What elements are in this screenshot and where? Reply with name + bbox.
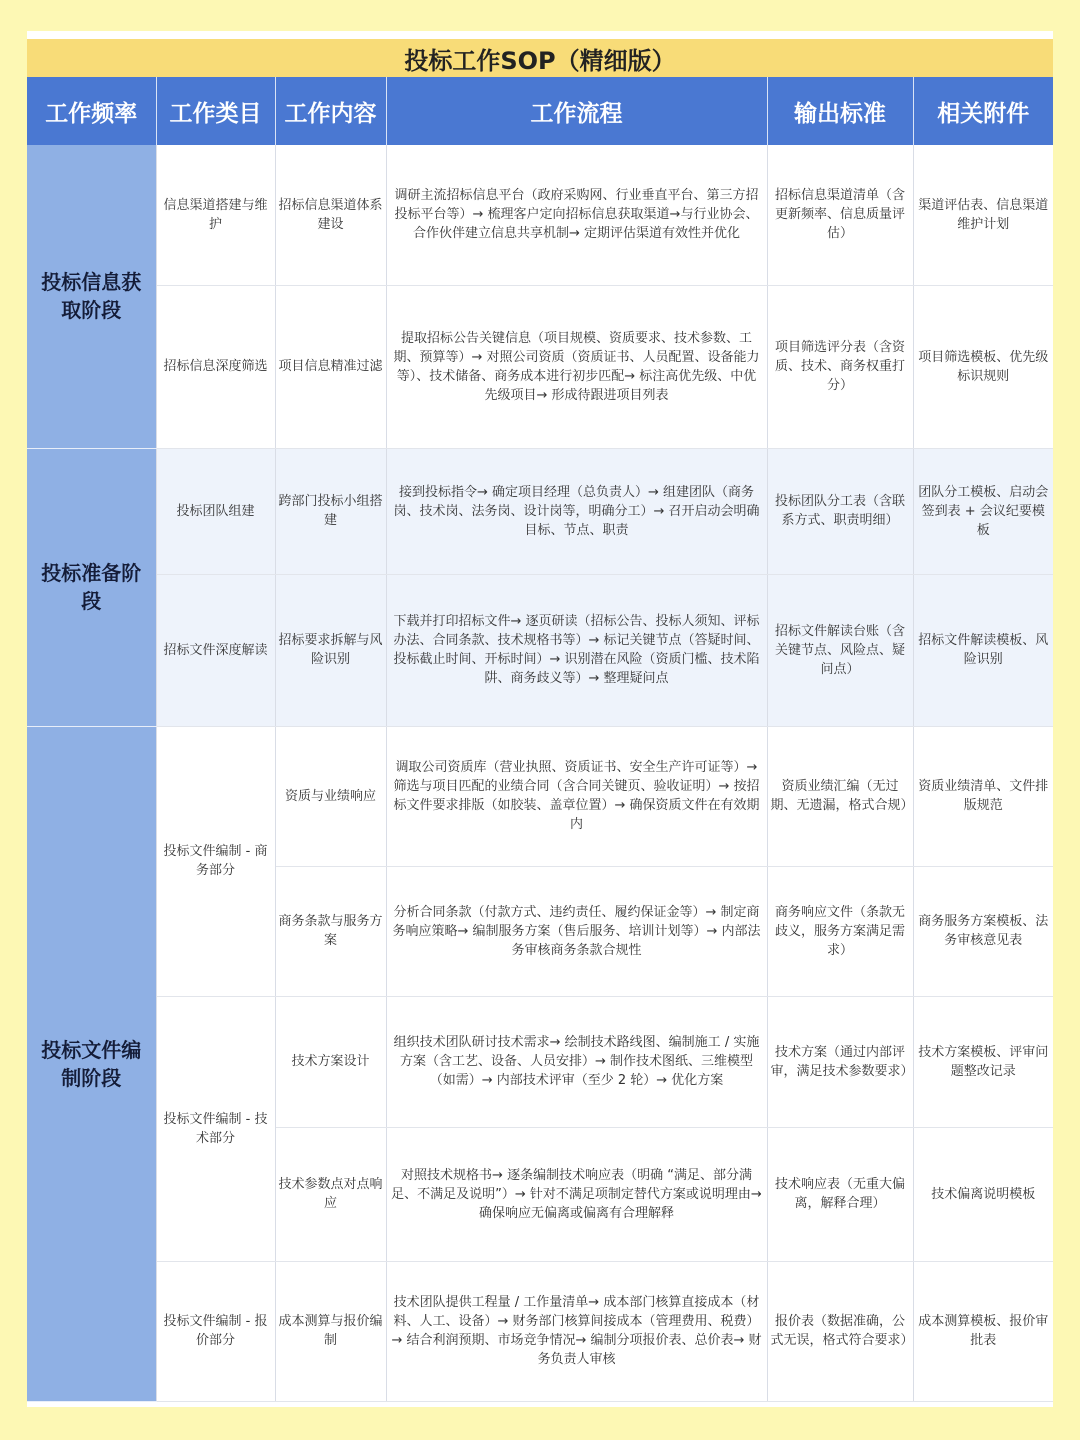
cell-attachment: 成本测算模板、报价审批表 xyxy=(913,1261,1053,1401)
table-row xyxy=(27,726,1053,866)
cell-output: 招标信息渠道清单（含更新频率、信息质量评估） xyxy=(767,145,913,285)
cell-content: 招标信息渠道体系建设 xyxy=(275,145,386,285)
cell-category: 投标文件编制 - 报价部分 xyxy=(156,1261,275,1401)
cell-attachment: 技术方案模板、评审问题整改记录 xyxy=(913,996,1053,1127)
cell-content: 技术参数点对点响应 xyxy=(275,1127,386,1261)
header-process: 工作流程 xyxy=(386,77,767,145)
cell-category: 招标信息深度筛选 xyxy=(156,285,275,448)
cell-process: 技术团队提供工程量 / 工作量清单→ 成本部门核算直接成本（材料、人工、设备）→ 财务部门核算间接成本（管理费用、税费）→ 结合利润预期、市场竞争情况→ 编制分项报价表、总价表→ 财务负责人审核 xyxy=(386,1261,767,1401)
stage-info-acquisition: 投标信息获取阶段 xyxy=(27,145,156,448)
table-row xyxy=(27,145,1053,285)
cell-process: 分析合同条款（付款方式、违约责任、履约保证金等）→ 制定商务响应策略→ 编制服务方案（售后服务、培训计划等）→ 内部法务审核商务条款合规性 xyxy=(386,866,767,996)
stage-preparation: 投标准备阶段 xyxy=(27,448,156,726)
cell-content: 技术方案设计 xyxy=(275,996,386,1127)
cell-process: 组织技术团队研讨技术需求→ 绘制技术路线图、编制施工 / 实施方案（含工艺、设备、人员安排）→ 制作技术图纸、三维模型（如需）→ 内部技术评审（至少 2 轮）→ 优化方案 xyxy=(386,996,767,1127)
cell-content: 成本测算与报价编制 xyxy=(275,1261,386,1401)
table-row xyxy=(27,996,1053,1127)
cell-process: 对照技术规格书→ 逐条编制技术响应表（明确 “满足、部分满足、不满足及说明”）→ 针对不满足项制定替代方案或说明理由→ 确保响应无偏离或偏离有合理解释 xyxy=(386,1127,767,1261)
cell-output: 招标文件解读台账（含关键节点、风险点、疑问点） xyxy=(767,574,913,726)
page-title: 投标工作SOP（精细版） xyxy=(27,39,1053,77)
cell-output: 投标团队分工表（含联系方式、职责明细） xyxy=(767,448,913,574)
cell-content: 招标要求拆解与风险识别 xyxy=(275,574,386,726)
header-attachment: 相关附件 xyxy=(913,77,1053,145)
cell-content: 项目信息精准过滤 xyxy=(275,285,386,448)
table-row xyxy=(27,448,1053,574)
sop-table xyxy=(27,77,1053,1402)
cell-process: 下载并打印招标文件→ 逐页研读（招标公告、投标人须知、评标办法、合同条款、技术规格书等）→ 标记关键节点（答疑时间、投标截止时间、开标时间）→ 识别潜在风险（资质门槛、技术陷阱、商务歧义等）→ 整理疑问点 xyxy=(386,574,767,726)
cell-process: 接到投标指令→ 确定项目经理（总负责人）→ 组建团队（商务岗、技术岗、法务岗、设计岗等，明确分工）→ 召开启动会明确目标、节点、职责 xyxy=(386,448,767,574)
cell-attachment: 商务服务方案模板、法务审核意见表 xyxy=(913,866,1053,996)
header-content: 工作内容 xyxy=(275,77,386,145)
header-category: 工作类目 xyxy=(156,77,275,145)
cell-attachment: 招标文件解读模板、风险识别 xyxy=(913,574,1053,726)
cell-process: 调取公司资质库（营业执照、资质证书、安全生产许可证等）→ 筛选与项目匹配的业绩合同（含合同关键页、验收证明）→ 按招标文件要求排版（如胶装、盖章位置）→ 确保资质文件在有效期内 xyxy=(386,726,767,866)
header-output: 输出标准 xyxy=(767,77,913,145)
cell-output: 资质业绩汇编（无过期、无遗漏，格式合规） xyxy=(767,726,913,866)
cell-attachment: 项目筛选模板、优先级标识规则 xyxy=(913,285,1053,448)
table-header-row xyxy=(27,77,1053,145)
cell-category: 信息渠道搭建与维护 xyxy=(156,145,275,285)
cell-process: 调研主流招标信息平台（政府采购网、行业垂直平台、第三方招投标平台等）→ 梳理客户定向招标信息获取渠道→与行业协会、合作伙伴建立信息共享机制→ 定期评估渠道有效性并优化 xyxy=(386,145,767,285)
cell-output: 技术响应表（无重大偏离，解释合理） xyxy=(767,1127,913,1261)
cell-attachment: 渠道评估表、信息渠道维护计划 xyxy=(913,145,1053,285)
cell-category: 招标文件深度解读 xyxy=(156,574,275,726)
cell-attachment: 技术偏离说明模板 xyxy=(913,1127,1053,1261)
sop-sheet xyxy=(27,31,1053,1407)
cell-content: 资质与业绩响应 xyxy=(275,726,386,866)
table-row xyxy=(27,1261,1053,1401)
cell-attachment: 团队分工模板、启动会签到表 + 会议纪要模板 xyxy=(913,448,1053,574)
table-row xyxy=(27,574,1053,726)
header-frequency: 工作频率 xyxy=(27,77,156,145)
cell-category: 投标文件编制 - 商务部分 xyxy=(156,726,275,996)
cell-output: 项目筛选评分表（含资质、技术、商务权重打分） xyxy=(767,285,913,448)
cell-category: 投标文件编制 - 技术部分 xyxy=(156,996,275,1261)
cell-content: 跨部门投标小组搭建 xyxy=(275,448,386,574)
cell-category: 投标团队组建 xyxy=(156,448,275,574)
cell-output: 技术方案（通过内部评审，满足技术参数要求） xyxy=(767,996,913,1127)
cell-attachment: 资质业绩清单、文件排版规范 xyxy=(913,726,1053,866)
stage-document-compilation: 投标文件编制阶段 xyxy=(27,726,156,1401)
cell-output: 报价表（数据准确，公式无误，格式符合要求） xyxy=(767,1261,913,1401)
cell-content: 商务条款与服务方案 xyxy=(275,866,386,996)
cell-process: 提取招标公告关键信息（项目规模、资质要求、技术参数、工期、预算等）→ 对照公司资质（资质证书、人员配置、设备能力等）、技术储备、商务成本进行初步匹配→ 标注高优先级、中优先级项目→ 形成待跟进项目列表 xyxy=(386,285,767,448)
cell-output: 商务响应文件（条款无歧义，服务方案满足需求） xyxy=(767,866,913,996)
table-row xyxy=(27,285,1053,448)
